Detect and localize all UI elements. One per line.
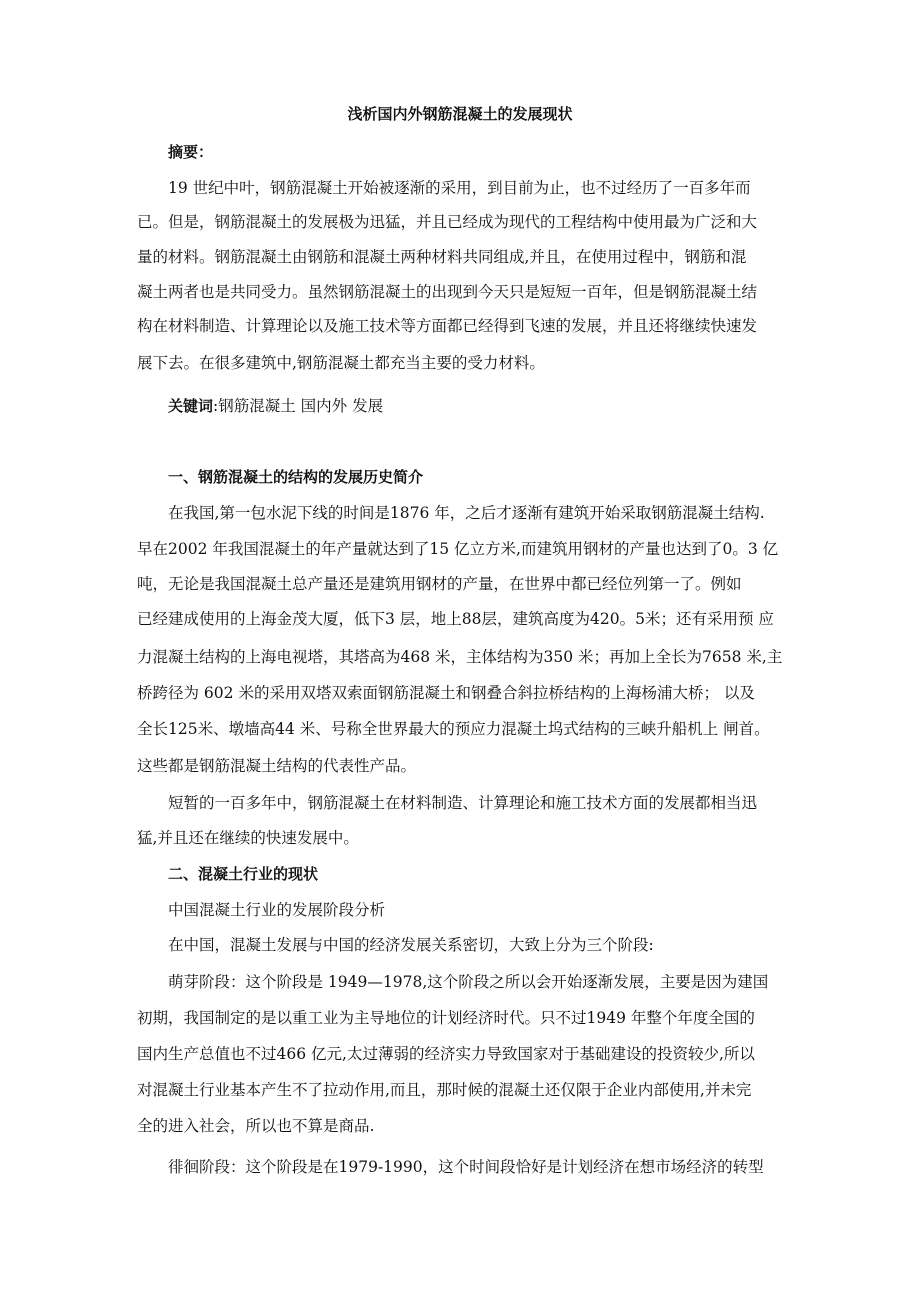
section1-line: 在我国,第一包水泥下线的时间是1876 年，之后才逐渐有建筑开始采取钢筋混凝土结构. — [168, 504, 765, 522]
section1-heading: 一、钢筋混凝土的结构的发展历史简介 — [168, 468, 424, 486]
abstract-line: 展下去。在很多建筑中,钢筋混凝土都充当主要的受力材料。 — [137, 354, 545, 372]
abstract-line: 量的材料。钢筋混凝土由钢筋和混凝土两种材料共同组成,并且，在使用过程中，钢筋和混 — [137, 248, 747, 266]
section1-p2-line: 猛,并且还在继续的快速发展中。 — [137, 829, 359, 847]
stage1-line: 国内生产总值也不过466 亿元,太过薄弱的经济实力导致国家对于基础建设的投资较少,所以 — [137, 1045, 755, 1063]
keywords-text: :钢筋混凝土 国内外 发展 — [213, 397, 384, 415]
stage1-line: 全的进入社会，所以也不算是商品. — [137, 1117, 375, 1135]
abstract-line: 已。但是，钢筋混凝土的发展极为迅猛，并且已经成为现代的工程结构中使用最为广泛和大 — [137, 213, 758, 231]
abstract-line: 构在材料制造、计算理论以及施工技术等方面都已经得到飞速的发展，并且还将继续快速发 — [137, 317, 758, 335]
section2-intro: 在中国，混凝土发展与中国的经济发展关系密切，大致上分为三个阶段: — [168, 936, 654, 954]
section1-line: 力混凝土结构的上海电视塔，其塔高为468 米，主体结构为350 米；再加上全长为7658 米,主 — [137, 648, 783, 666]
keywords-line — [168, 394, 383, 418]
section1-line: 全长125米、墩墙高44 米、号称全世界最大的预应力混凝土坞式结构的三峡升船机上 闸首。 — [137, 720, 770, 738]
section1-line: 这些都是钢筋混凝土结构的代表性产品。 — [137, 757, 417, 775]
abstract-heading: 摘要： — [168, 143, 214, 161]
stage1-line: 萌芽阶段：这个阶段是 1949—1978,这个阶段之所以会开始逐渐发展，主要是因为建国 — [168, 973, 769, 991]
section1-line: 早在2002 年我国混凝土的年产量就达到了15 亿立方米,而建筑用钢材的产量也达到了0。3 亿 — [137, 540, 779, 558]
abstract-line: 凝土两者也是共同受力。虽然钢筋混凝土的出现到今天只是短短一百年，但是钢筋混凝土结 — [137, 283, 758, 301]
section1-p2-line: 短暂的一百多年中，钢筋混凝土在材料制造、计算理论和施工技术方面的发展都相当迅 — [168, 794, 758, 812]
stage1-line: 初期，我国制定的是以重工业为主导地位的计划经济时代。只不过1949 年整个年度全国的 — [137, 1009, 755, 1027]
stage2-line: 徘徊阶段：这个阶段是在1979-1990，这个时间段恰好是计划经济在想市场经济的转型 — [168, 1158, 764, 1176]
abstract-line: 19 世纪中叶，钢筋混凝土开始被逐渐的采用，到目前为止，也不过经历了一百多年而 — [168, 179, 751, 197]
section1-line: 吨，无论是我国混凝土总产量还是建筑用钢材的产量，在世界中都已经位列第一了。例如 — [137, 575, 742, 593]
document-title: 浅析国内外钢筋混凝土的发展现状 — [347, 105, 573, 123]
stage1-line: 对混凝土行业基本产生不了拉动作用,而且，那时候的混凝土还仅限于企业内部使用,并未完 — [137, 1081, 752, 1099]
section1-line: 桥跨径为 602 米的采用双塔双索面钢筋混凝土和钢叠合斜拉桥结构的上海杨浦大桥； 以及 — [137, 684, 755, 702]
section1-line: 已经建成使用的上海金茂大厦，低下3 层，地上88层，建筑高度为420。5米；还有采用预 应 — [137, 610, 774, 628]
keywords-label: 关键词 — [168, 397, 214, 415]
section2-subheading: 中国混凝土行业的发展阶段分析 — [168, 901, 386, 919]
section2-heading: 二、混凝土行业的现状 — [168, 865, 319, 883]
